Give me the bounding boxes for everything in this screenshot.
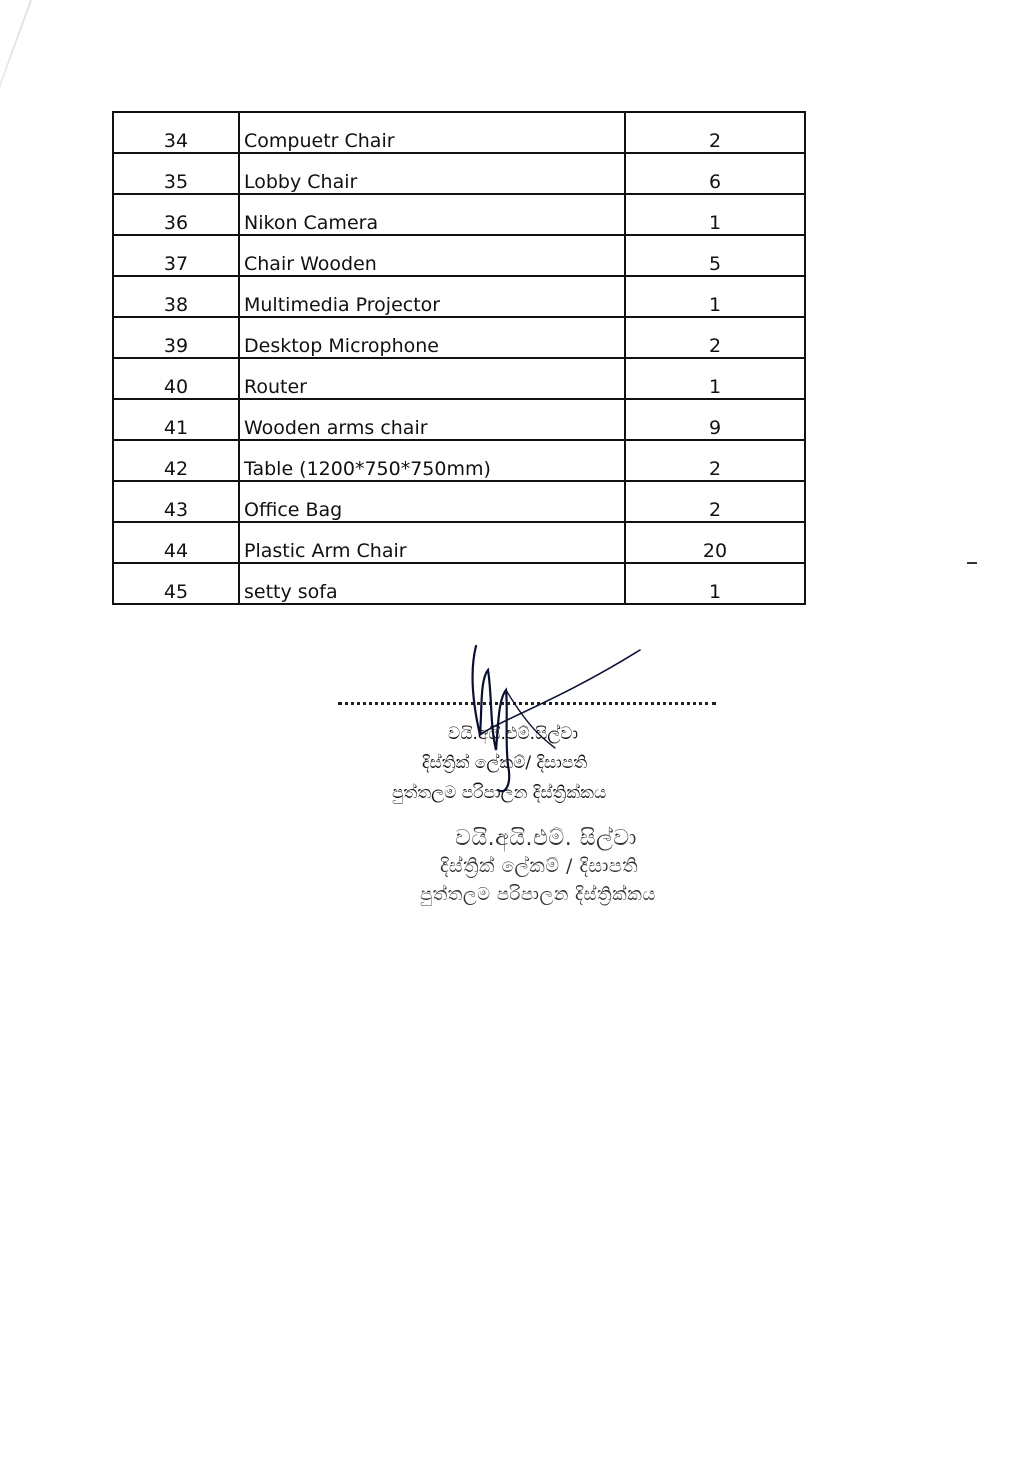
item-quantity: 2 — [625, 440, 805, 481]
item-name: Desktop Microphone — [239, 317, 625, 358]
table-row — [113, 563, 805, 604]
item-quantity: 9 — [625, 399, 805, 440]
table-row — [113, 358, 805, 399]
table-row — [113, 276, 805, 317]
inventory-table — [112, 111, 806, 605]
row-number: 39 — [113, 317, 239, 358]
row-number: 42 — [113, 440, 239, 481]
table-row — [113, 399, 805, 440]
item-quantity: 1 — [625, 276, 805, 317]
item-name: Plastic Arm Chair — [239, 522, 625, 563]
table-row — [113, 317, 805, 358]
row-number: 34 — [113, 112, 239, 153]
item-quantity: 1 — [625, 358, 805, 399]
inventory-table-body — [113, 112, 805, 604]
item-quantity: 20 — [625, 522, 805, 563]
item-quantity: 2 — [625, 317, 805, 358]
item-quantity: 1 — [625, 563, 805, 604]
item-name: Office Bag — [239, 481, 625, 522]
table-row — [113, 194, 805, 235]
table-row — [113, 522, 805, 563]
table-row — [113, 440, 805, 481]
signatory-office: පුත්තලම පරිපාලන දිස්ත්‍රික්කය — [392, 783, 607, 803]
table-row — [113, 153, 805, 194]
stamp-name: වයි.අයි.එම්. සිල්වා — [455, 826, 637, 851]
stamp-title: දිස්ත්‍රික් ලේකම් / දිසාපති — [440, 855, 639, 877]
item-name: Wooden arms chair — [239, 399, 625, 440]
item-quantity: 2 — [625, 112, 805, 153]
item-quantity: 2 — [625, 481, 805, 522]
item-name: Table (1200*750*750mm) — [239, 440, 625, 481]
item-name: Multimedia Projector — [239, 276, 625, 317]
row-number: 43 — [113, 481, 239, 522]
item-name: Compuetr Chair — [239, 112, 625, 153]
table-row — [113, 235, 805, 276]
item-name: Chair Wooden — [239, 235, 625, 276]
row-number: 41 — [113, 399, 239, 440]
item-quantity: 6 — [625, 153, 805, 194]
item-name: Nikon Camera — [239, 194, 625, 235]
row-number: 45 — [113, 563, 239, 604]
item-name: Router — [239, 358, 625, 399]
signatory-title: දිස්ත්‍රික් ලේකම්/ දිසාපති — [422, 753, 588, 773]
signature-block — [330, 640, 730, 820]
item-name: setty sofa — [239, 563, 625, 604]
handwritten-signature — [330, 640, 730, 820]
table-row — [113, 112, 805, 153]
scan-artifact — [0, 0, 32, 245]
row-number: 38 — [113, 276, 239, 317]
stamp-office: පුත්තලම පරිපාලන දිස්ත්‍රික්කය — [420, 884, 656, 905]
item-name: Lobby Chair — [239, 153, 625, 194]
row-number: 44 — [113, 522, 239, 563]
table-row — [113, 481, 805, 522]
row-number: 37 — [113, 235, 239, 276]
signatory-name: වයි.අයි.එම්.සිල්වා — [448, 724, 579, 744]
item-quantity: 5 — [625, 235, 805, 276]
scan-artifact — [967, 562, 977, 564]
row-number: 35 — [113, 153, 239, 194]
row-number: 40 — [113, 358, 239, 399]
row-number: 36 — [113, 194, 239, 235]
item-quantity: 1 — [625, 194, 805, 235]
